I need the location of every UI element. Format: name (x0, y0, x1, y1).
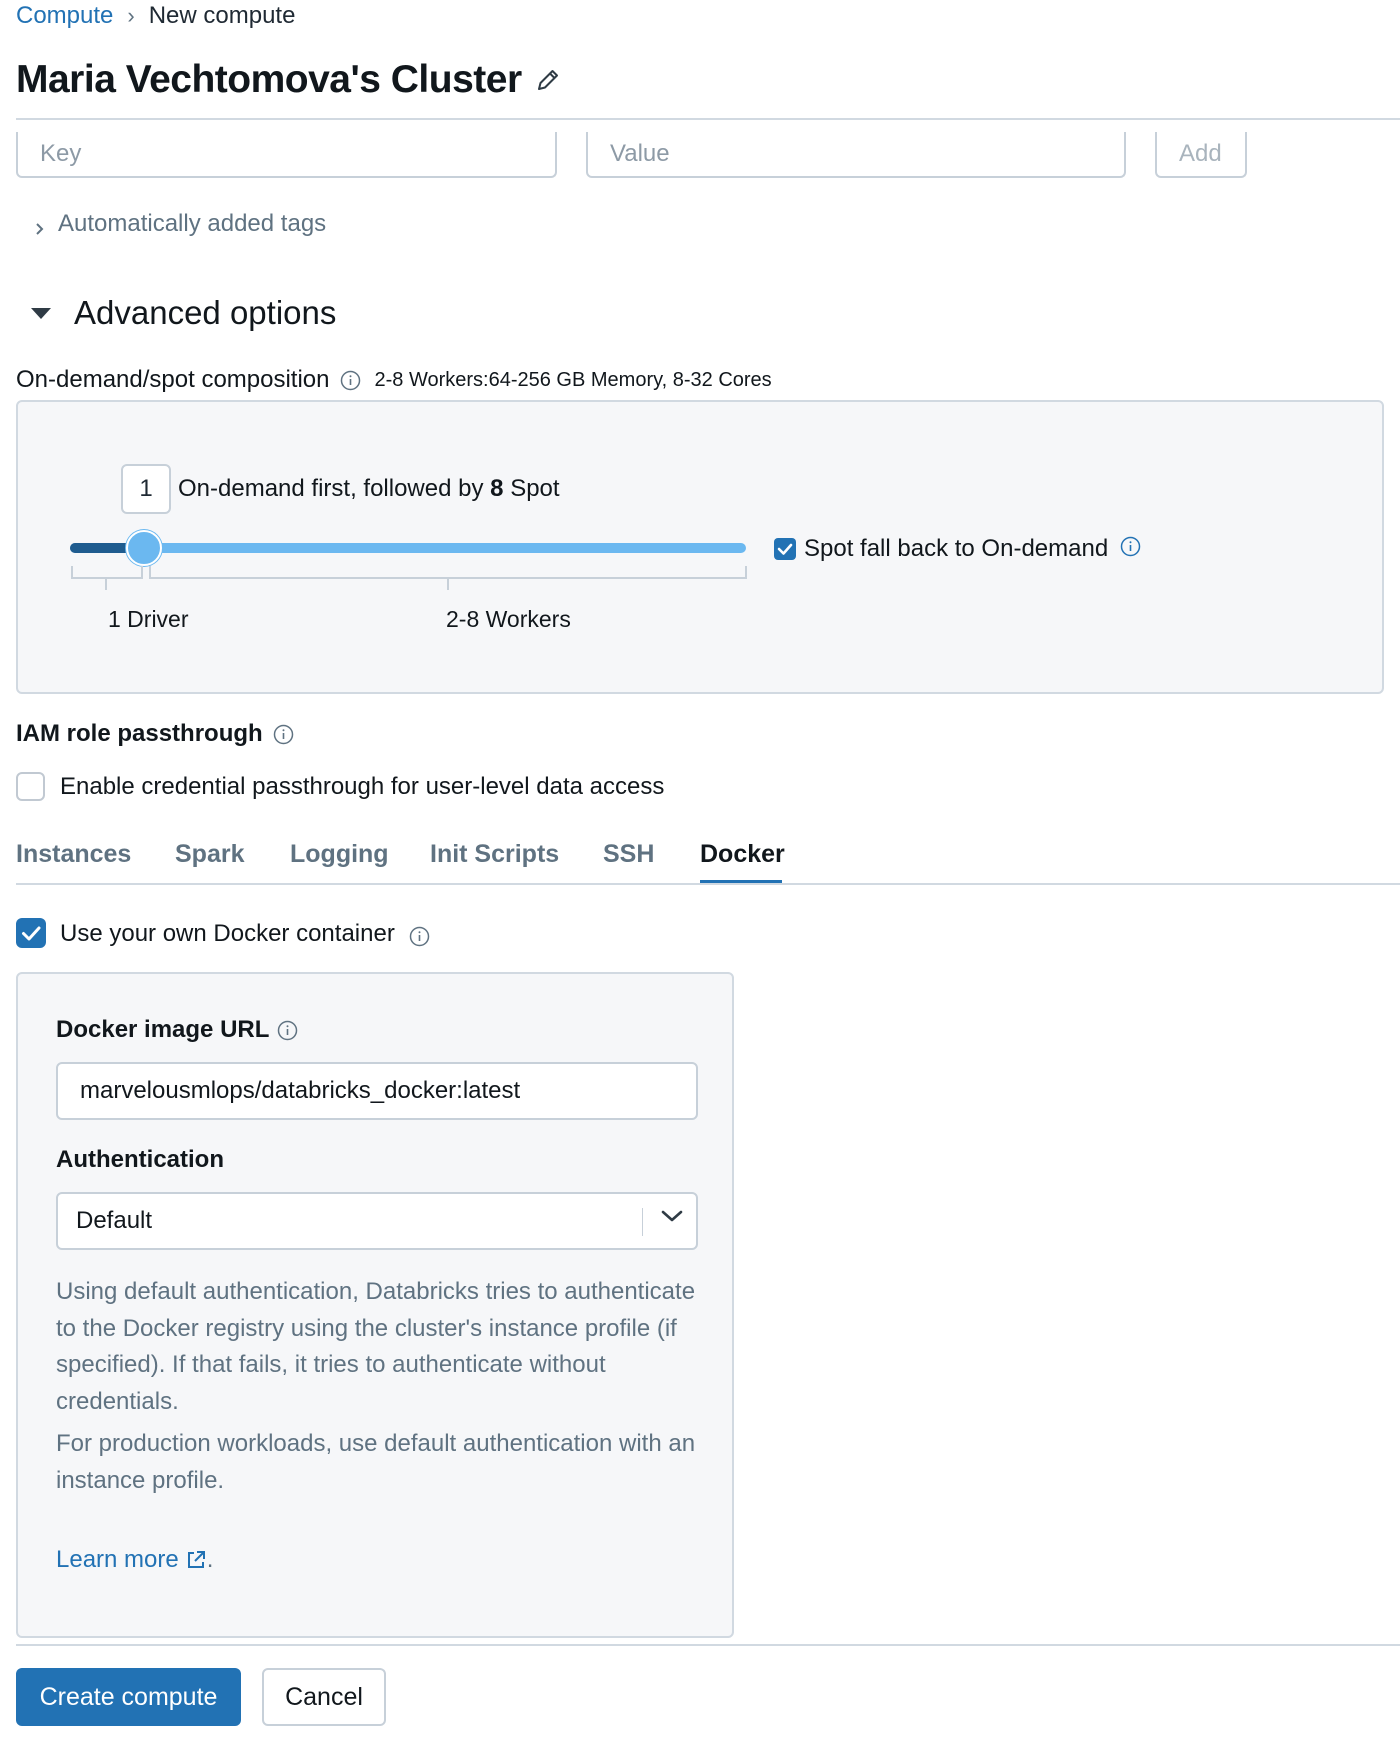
title-divider (16, 118, 1400, 120)
iam-passthrough-checkbox[interactable] (16, 772, 45, 801)
breadcrumb-current: New compute (148, 2, 296, 29)
composition-description: On-demand first, followed by 8 Spot (178, 475, 560, 502)
spot-fallback-label: Spot fall back to On-demand (804, 535, 1109, 562)
tab-init-scripts[interactable]: Init Scripts (430, 840, 560, 868)
iam-passthrough-label: Enable credential passthrough for user-level data access (60, 773, 665, 800)
select-divider (642, 1208, 643, 1236)
info-icon[interactable] (340, 370, 361, 391)
page-title: Maria Vechtomova's Cluster (16, 58, 522, 101)
spot-count: 8 (490, 475, 504, 502)
caret-down-icon (30, 306, 52, 320)
composition-summary: 2-8 Workers:64-256 GB Memory, 8-32 Cores (374, 368, 772, 391)
tab-ssh[interactable]: SSH (603, 840, 655, 868)
chevron-right-icon (34, 216, 46, 232)
checkmark-icon (774, 538, 796, 560)
tag-key-input[interactable]: Key (16, 132, 557, 178)
pencil-icon[interactable] (534, 66, 562, 94)
docker-url-header (56, 1016, 298, 1044)
workers-label: 2-8 Workers (446, 606, 571, 632)
page-title-row (16, 58, 562, 102)
composition-header (16, 366, 772, 394)
composition-label: On-demand/spot composition (16, 366, 330, 393)
learn-more-suffix: . (206, 1546, 214, 1573)
breadcrumb-compute-link[interactable]: Compute (16, 2, 114, 29)
iam-title: IAM role passthrough (16, 720, 263, 747)
use-own-docker-checkbox[interactable] (16, 918, 46, 948)
advanced-options-toggle[interactable] (30, 294, 336, 332)
tabs-divider (16, 883, 1400, 885)
tab-logging[interactable]: Logging (290, 840, 389, 868)
slider-handle[interactable] (126, 530, 162, 566)
checkmark-icon (16, 918, 46, 948)
breadcrumb-separator: › (127, 3, 135, 28)
ondemand-count-box: 1 (121, 464, 171, 514)
tab-instances[interactable]: Instances (16, 840, 132, 868)
use-own-docker-row (60, 920, 430, 948)
tag-value-input[interactable]: Value (586, 132, 1126, 178)
auth-production-text: For production workloads, use default authentication with an instance profile. (56, 1430, 696, 1494)
docker-url-label: Docker image URL (56, 1016, 270, 1043)
spot-fallback-checkbox[interactable] (774, 538, 796, 560)
iam-header (16, 720, 294, 748)
use-own-docker-label: Use your own Docker container (60, 920, 395, 947)
docker-url-input[interactable]: marvelousmlops/databricks_docker:latest (56, 1062, 698, 1120)
slider-brackets (70, 566, 750, 606)
docker-panel (16, 972, 734, 1638)
spot-fallback-row[interactable] (774, 535, 1141, 563)
tab-docker[interactable]: Docker (700, 840, 785, 868)
cancel-button[interactable]: Cancel (262, 1668, 386, 1726)
breadcrumb (16, 2, 295, 30)
auto-tags-toggle[interactable] (34, 210, 326, 238)
add-tag-button[interactable]: Add (1155, 132, 1247, 178)
external-link-icon[interactable] (185, 1549, 207, 1571)
info-icon[interactable] (409, 926, 430, 947)
auth-help-text: Using default authentication, Databricks tries to authenticate to the Docker registry using the cluster's instance profile (if specified). If that fails, it tries to authenticate without credentials. (56, 1278, 696, 1415)
slider-track (70, 543, 746, 553)
info-icon[interactable] (277, 1020, 298, 1041)
composition-panel (16, 400, 1384, 694)
composition-slider[interactable] (70, 528, 746, 568)
authentication-select[interactable]: Default (56, 1192, 698, 1250)
footer-divider (16, 1644, 1400, 1646)
auto-tags-label: Automatically added tags (58, 210, 327, 237)
learn-more-link[interactable]: Learn more (56, 1546, 179, 1573)
learn-more-row (56, 1546, 213, 1574)
info-icon[interactable] (1120, 536, 1141, 557)
authentication-label: Authentication (56, 1146, 224, 1173)
driver-label: 1 Driver (108, 606, 189, 632)
create-compute-button[interactable]: Create compute (16, 1668, 241, 1726)
advanced-options-title: Advanced options (74, 294, 337, 331)
chevron-down-icon[interactable] (660, 1204, 684, 1222)
tab-spark[interactable]: Spark (175, 840, 245, 868)
info-icon[interactable] (273, 724, 294, 745)
